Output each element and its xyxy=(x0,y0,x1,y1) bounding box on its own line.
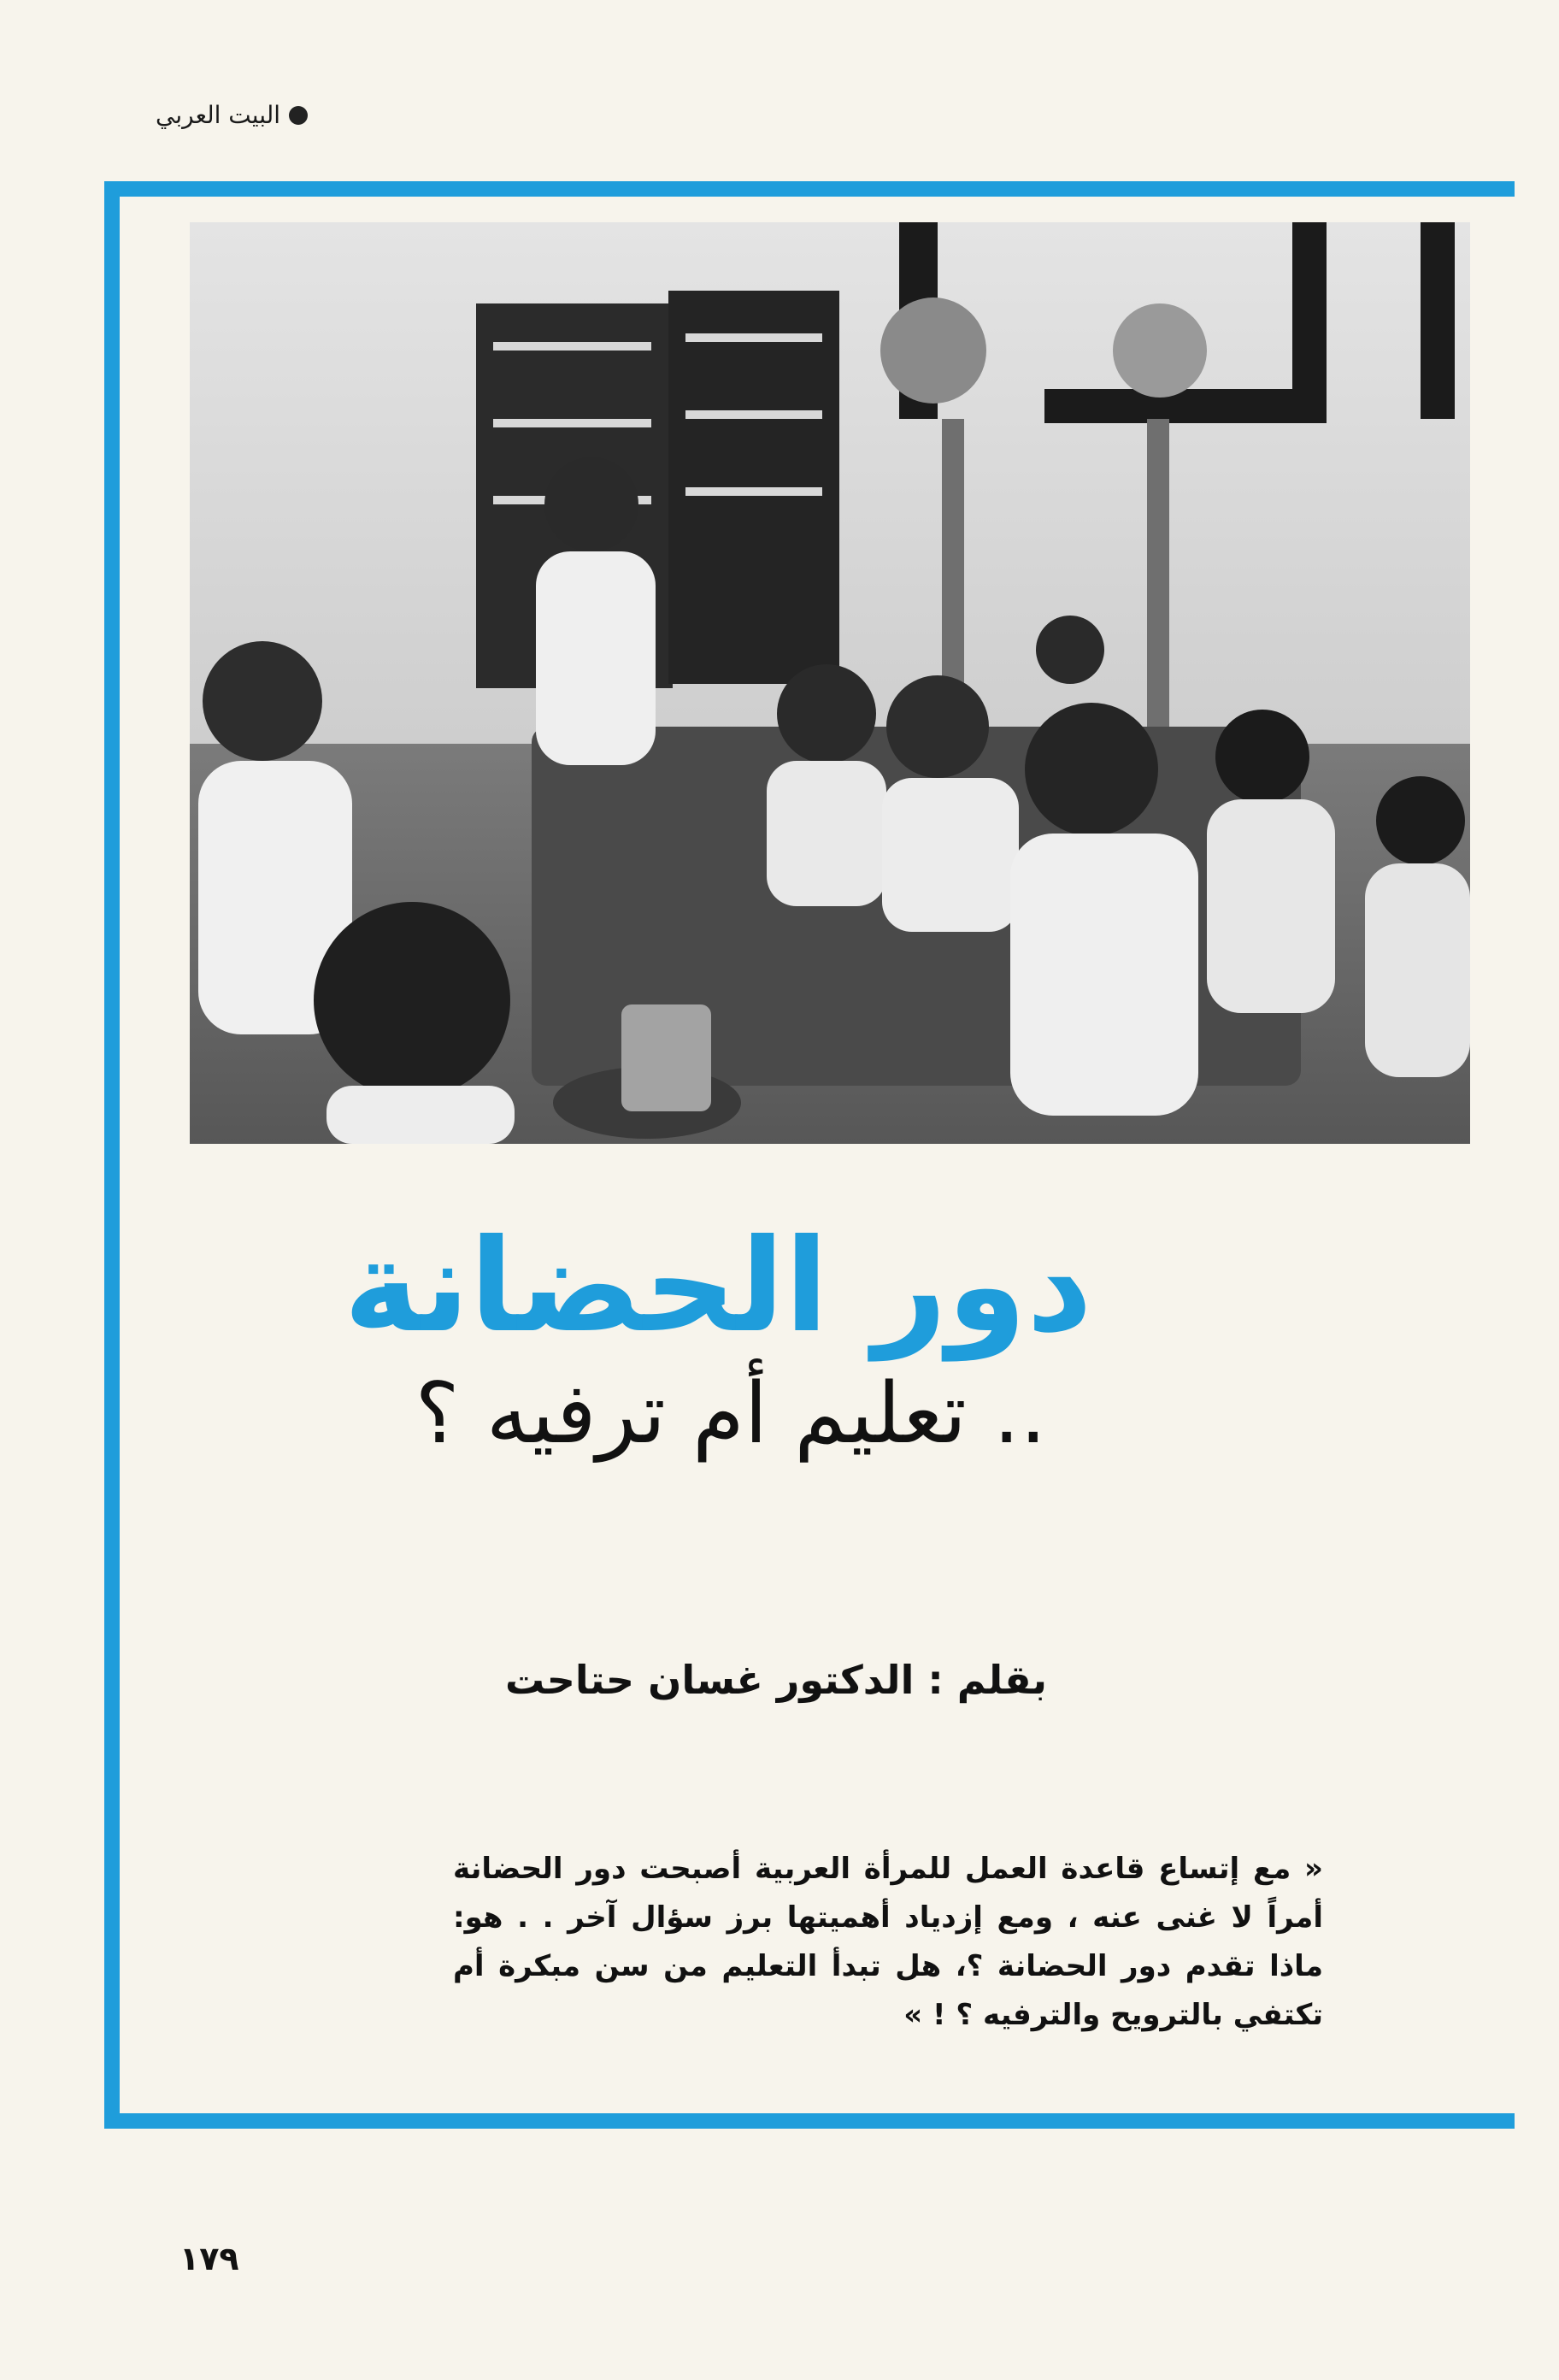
running-head xyxy=(156,101,308,129)
page-number: ١٧٩ xyxy=(179,2240,239,2277)
classroom-photo xyxy=(190,222,1470,1144)
bullet-icon xyxy=(289,106,308,125)
article-byline: بقلم : الدكتور غسان حتاحت xyxy=(505,1657,1047,1703)
wall-frame-bar xyxy=(1044,389,1327,423)
classroom-photo-graphic xyxy=(190,222,1470,1144)
article-title: دور الحضانة xyxy=(343,1212,1093,1361)
article-intro: « مع إتساع قاعدة العمل للمرأة العربية أصبحت دور الحضانة أمراً لا غنى عنه ، ومع إزدياد أهميتها برز سؤال آخر . . هو: ماذا تقدم دور الحضانة ؟، هل تبدأ التعليم من سن مبكرة أم تكتفي بالترويح والترفيه ؟ ! » xyxy=(453,1852,1323,2032)
section-title: البيت العربي xyxy=(156,101,281,129)
wall-frame-right xyxy=(1421,222,1455,419)
toy-bear xyxy=(1113,303,1207,398)
toy-clown xyxy=(880,298,986,404)
article-subtitle: .. تعليم أم ترفيه ؟ xyxy=(415,1365,1047,1463)
